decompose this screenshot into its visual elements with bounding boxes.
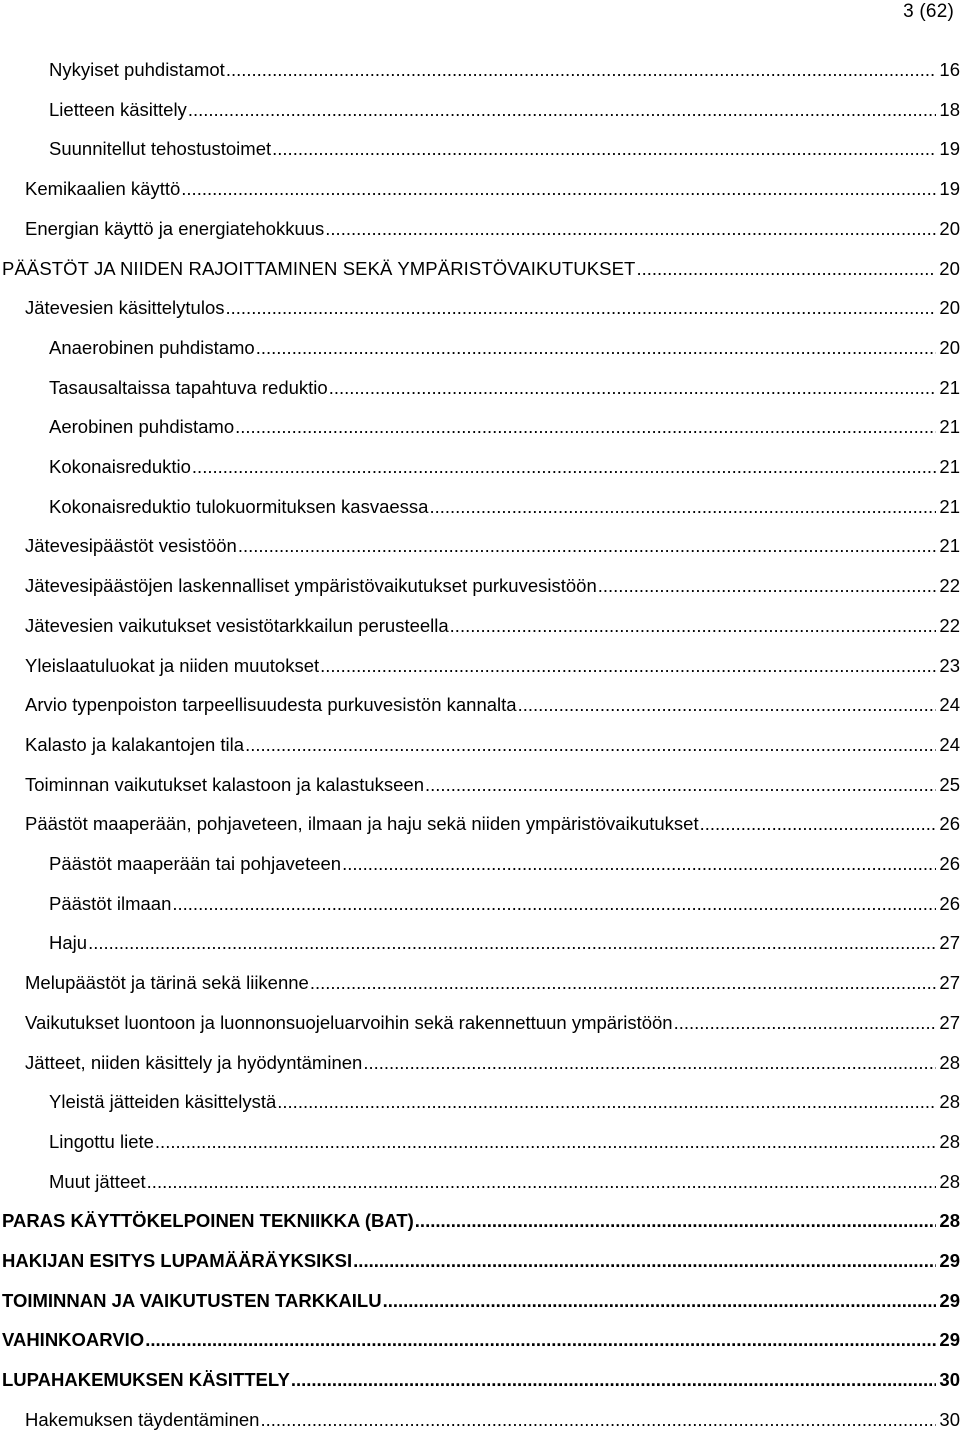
toc-entry[interactable] <box>25 971 960 995</box>
toc-entry-title: Haju <box>49 932 88 954</box>
toc-entry[interactable] <box>25 296 960 320</box>
toc-entry[interactable] <box>25 654 960 678</box>
toc-entry-page: 29 <box>939 1329 960 1351</box>
dot-leader <box>172 892 936 916</box>
dot-leader <box>383 1289 936 1313</box>
toc-entry[interactable] <box>25 773 960 797</box>
toc-entry-page: 24 <box>939 694 960 716</box>
toc-entry[interactable] <box>25 1051 960 1075</box>
toc-entry-title: Hakemuksen täydentäminen <box>25 1408 260 1430</box>
toc-entry-title: Kokonaisreduktio tulokuormituksen kasvaessa <box>49 495 429 517</box>
dot-leader <box>415 1209 936 1233</box>
dot-leader <box>429 495 936 519</box>
dot-leader <box>226 58 936 82</box>
toc-entry-title: Vaikutukset luontoon ja luonnonsuojeluarvoihin sekä rakennettuun ympäristöön <box>25 1011 673 1033</box>
toc-entry-page: 30 <box>939 1369 960 1391</box>
toc-entry-page: 29 <box>939 1250 960 1271</box>
toc-entry-page: 19 <box>939 138 960 160</box>
toc-entry[interactable] <box>49 892 960 916</box>
toc-entry-title: Kokonaisreduktio <box>49 456 191 477</box>
toc-entry-page: 21 <box>939 456 960 477</box>
toc-entry[interactable] <box>49 931 960 955</box>
toc-entry-page: 21 <box>939 535 960 557</box>
toc-entry-title: Kalasto ja kalakantojen tila <box>25 733 245 755</box>
toc-entry-title: VAHINKOARVIO <box>2 1329 145 1351</box>
dot-leader <box>238 534 936 558</box>
toc-entry[interactable] <box>49 415 960 439</box>
toc-entry-page: 18 <box>939 98 960 120</box>
toc-entry[interactable] <box>25 693 960 717</box>
dot-leader <box>425 773 936 797</box>
toc-entry[interactable] <box>49 852 960 876</box>
toc-entry-title: PARAS KÄYTTÖKELPOINEN TEKNIIKKA (BAT) <box>2 1210 414 1232</box>
dot-leader <box>310 971 936 995</box>
toc-entry-title: Jätevesien käsittelytulos <box>25 297 225 319</box>
toc-entry[interactable] <box>49 1130 960 1154</box>
toc-entry[interactable] <box>49 137 960 161</box>
page-number: 3 (62) <box>903 1 954 22</box>
toc-entry-title: Tasausaltaissa tapahtuva reduktio <box>49 376 328 398</box>
toc-entry[interactable] <box>25 177 960 201</box>
dot-leader <box>353 1249 936 1273</box>
toc-entry-page: 27 <box>939 1011 960 1033</box>
toc-entry-page: 19 <box>939 178 960 200</box>
toc-entry-page: 30 <box>939 1408 960 1430</box>
toc-entry[interactable] <box>2 1249 960 1273</box>
toc-entry[interactable] <box>49 495 960 519</box>
toc-entry-page: 25 <box>939 773 960 795</box>
dot-leader <box>291 1368 936 1392</box>
dot-leader <box>363 1051 936 1075</box>
toc-entry[interactable] <box>2 257 960 281</box>
toc-entry-page: 22 <box>939 614 960 636</box>
toc-entry-page: 23 <box>939 654 960 676</box>
dot-leader <box>598 574 936 598</box>
toc-entry-title: Arvio typenpoiston tarpeellisuudesta purkuvesistön kannalta <box>25 694 517 716</box>
dot-leader <box>188 98 936 122</box>
toc-entry-page: 20 <box>939 336 960 358</box>
toc-entry-page: 21 <box>939 376 960 398</box>
toc-entry-page: 20 <box>939 257 960 279</box>
dot-leader <box>235 415 936 439</box>
dot-leader <box>256 336 936 360</box>
dot-leader <box>155 1130 936 1154</box>
dot-leader <box>147 1170 936 1194</box>
toc-entry[interactable] <box>25 1408 960 1432</box>
toc-entry[interactable] <box>2 1328 960 1352</box>
toc-entry-title: Toiminnan vaikutukset kalastoon ja kalastukseen <box>25 773 425 795</box>
dot-leader <box>192 455 936 479</box>
dot-leader <box>329 376 936 400</box>
dot-leader <box>245 733 936 757</box>
toc-entry[interactable] <box>49 98 960 122</box>
dot-leader <box>181 177 936 201</box>
toc-entry[interactable] <box>49 455 960 479</box>
toc-entry-title: Yleistä jätteiden käsittelystä <box>49 1091 277 1113</box>
toc-entry-page: 26 <box>939 892 960 914</box>
toc-entry-page: 20 <box>939 297 960 319</box>
toc-entry-page: 28 <box>939 1051 960 1073</box>
toc-entry-page: 22 <box>939 575 960 597</box>
dot-leader <box>636 257 936 281</box>
toc-entry[interactable] <box>25 812 960 836</box>
toc-entry[interactable] <box>25 217 960 241</box>
dot-leader <box>518 693 936 717</box>
dot-leader <box>674 1011 936 1035</box>
dot-leader <box>277 1090 936 1114</box>
toc-entry-title: Jätevesien vaikutukset vesistötarkkailun perusteella <box>25 614 449 636</box>
toc-entry-page: 29 <box>939 1289 960 1311</box>
toc-entry-title: Nykyiset puhdistamot <box>49 59 225 80</box>
toc-entry[interactable] <box>49 58 960 82</box>
toc-entry-title: Melupäästöt ja tärinä sekä liikenne <box>25 972 309 994</box>
toc-entry-page: 21 <box>939 495 960 517</box>
dot-leader <box>700 812 936 836</box>
toc-entry[interactable] <box>25 534 960 558</box>
toc-entry[interactable] <box>25 1011 960 1035</box>
toc-entry[interactable] <box>49 1090 960 1114</box>
toc-entry-title: Lietteen käsittely <box>49 98 187 120</box>
dot-leader <box>450 614 936 638</box>
dot-leader <box>272 137 936 161</box>
toc-entry-page: 26 <box>939 853 960 874</box>
toc-entry-title: Energian käyttö ja energiatehokkuus <box>25 217 325 239</box>
toc-entry[interactable] <box>2 1368 960 1392</box>
toc-entry-title: Jätteet, niiden käsittely ja hyödyntäminen <box>25 1051 363 1073</box>
dot-leader <box>325 217 936 241</box>
toc-entry-page: 24 <box>939 733 960 755</box>
toc-entry-title: Päästöt maaperään, pohjaveteen, ilmaan ja haju sekä niiden ympäristövaikutukset <box>25 813 699 835</box>
toc-entry-title: Lingottu liete <box>49 1130 154 1152</box>
toc-entry-page: 28 <box>939 1210 960 1232</box>
toc-entry[interactable] <box>49 336 960 360</box>
toc-entry-title: HAKIJAN ESITYS LUPAMÄÄRÄYKSIKSI <box>2 1250 353 1271</box>
toc-entry-title: Kemikaalien käyttö <box>25 178 181 200</box>
toc-entry[interactable] <box>25 614 960 638</box>
toc-entry-title: Suunnitellut tehostustoimet <box>49 138 272 160</box>
toc-entry-title: Yleislaatuluokat ja niiden muutokset <box>25 654 320 676</box>
toc-entry-page: 21 <box>939 416 960 438</box>
toc-entry-page: 27 <box>939 972 960 994</box>
toc-entry-page: 20 <box>939 217 960 239</box>
dot-leader <box>145 1328 936 1352</box>
toc-entry-page: 28 <box>939 1091 960 1113</box>
toc-entry-title: PÄÄSTÖT JA NIIDEN RAJOITTAMINEN SEKÄ YMPÄRISTÖVAIKUTUKSET <box>2 257 636 279</box>
dot-leader <box>320 654 936 678</box>
toc-entry-title: Muut jätteet <box>49 1170 146 1192</box>
toc-entry-title: Jätevesipäästöt vesistöön <box>25 535 237 557</box>
toc-entry-page: 28 <box>939 1130 960 1152</box>
toc-entry-title: Päästöt maaperään tai pohjaveteen <box>49 853 342 874</box>
toc-entry-title: TOIMINNAN JA VAIKUTUSTEN TARKKAILU <box>2 1289 382 1311</box>
toc-entry-title: Anaerobinen puhdistamo <box>49 336 255 358</box>
toc-entry-title: LUPAHAKEMUKSEN KÄSITTELY <box>2 1369 290 1391</box>
toc-entry[interactable] <box>49 376 960 400</box>
dot-leader <box>226 296 937 320</box>
toc-entry[interactable] <box>2 1209 960 1233</box>
toc-entry[interactable] <box>49 1170 960 1194</box>
dot-leader <box>342 852 936 876</box>
toc-entry-page: 28 <box>939 1170 960 1192</box>
dot-leader <box>88 931 936 955</box>
toc-entry[interactable] <box>2 1289 960 1313</box>
toc-entry-page: 16 <box>939 59 960 80</box>
toc-entry[interactable] <box>25 733 960 757</box>
toc-entry-title: Päästöt ilmaan <box>49 892 172 914</box>
toc-entry[interactable] <box>25 574 960 598</box>
dot-leader <box>260 1408 936 1432</box>
toc-entry-title: Jätevesipäästöjen laskennalliset ympäristövaikutukset purkuvesistöön <box>25 575 597 597</box>
toc-entry-title: Aerobinen puhdistamo <box>49 416 235 438</box>
toc-entry-page: 27 <box>939 932 960 954</box>
toc-entry-page: 26 <box>939 813 960 835</box>
